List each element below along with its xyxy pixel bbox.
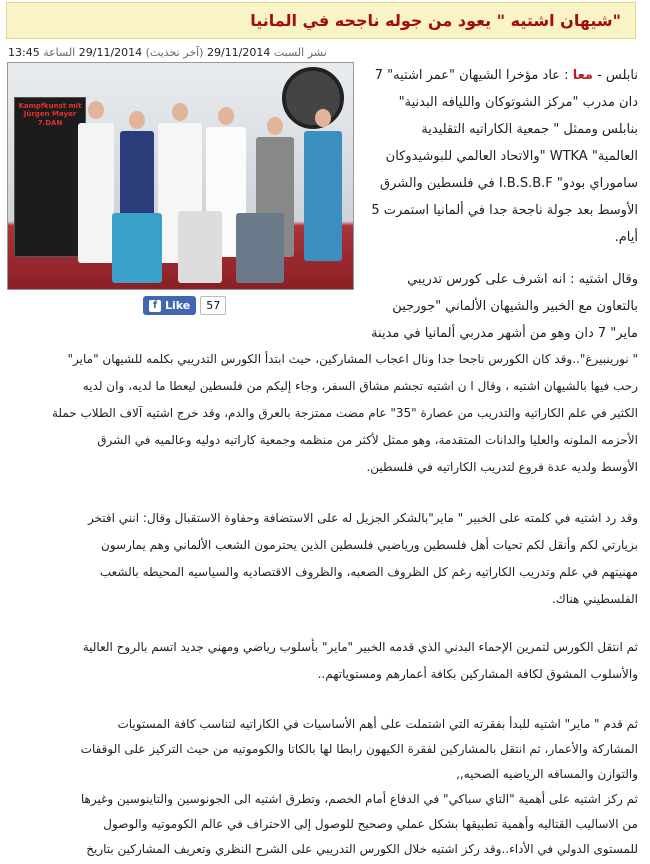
wall-fan-illustration <box>282 67 344 129</box>
paragraph-line: ثم انتقل الكورس لتمرين الإحماء البدني الذي قدمه الخبير "ماير" بأسلوب رياضي ومهني جديد اتسم بالروح العالية <box>82 640 638 654</box>
paragraph-line: والتوازن والمسافه الرياضيه الصحيه,, <box>456 767 638 781</box>
article-dateline <box>8 46 638 59</box>
paragraph-line: الأحزمه الملونه والعليا والدانات المتقدمة، وهو ممثل لأكثر من منظمه وجمعية كاراتيه دوليه وعالميه في الشرق <box>97 433 638 447</box>
facebook-icon: f <box>149 300 161 312</box>
person-figure <box>78 123 114 263</box>
paragraph-line: للمستوى الدولي في الأداء..وقد ركز اشتيه خلال الكورس التدريبي على الشرح النظري وتعريف المشاركين بتاريخ <box>86 842 638 856</box>
person-head <box>129 111 145 129</box>
paragraph-line: بالتعاون مع الخبير والشيهان الألماني "جورجين <box>392 299 638 314</box>
published-date: 29/11/2014 <box>206 46 271 59</box>
lead-line <box>360 62 638 89</box>
published-label: نشر السبت <box>273 46 327 59</box>
article-title: "شيهان اشتيه " يعود من جوله ناجحه في المانيا <box>250 11 621 30</box>
person-head <box>218 107 234 125</box>
paragraph-line: والأسلوب المشوق لكافة المشاركين بكافة أعمارهم ومستوياتهم.. <box>317 667 638 681</box>
paragraph-line: " نورينبيرغ"..وقد كان الكورس ناجحا جدا ونال اعجاب المشاركين، حيث ابتدأ الكورس التدريبي بكلمه للشيهان "ماير" <box>67 352 638 366</box>
lead-line: العالمية" WTKA "والاتحاد العالمي للبوشيدوكان <box>385 149 638 164</box>
paragraph-line: الأوسط ولديه عدة فروع لتدريب الكاراتيه في فلسطين. <box>366 460 638 474</box>
paragraph-line: وقد رد اشتيه في كلمته على الخبير " ماير"بالشكر الجزيل له على الاستضافة وحفاوة الاستقبال وقال: انني افتخر <box>87 511 638 525</box>
person-figure <box>304 131 342 261</box>
paragraph-3 <box>8 505 638 613</box>
paragraph-4 <box>8 634 638 688</box>
paragraph-line: المشاركة والأعمار، ثم انتقل بالمشاركين لفقرة الكيهون رابطا لها بالكاتا والكوموتيه من حيث التركيز على الوقفات <box>80 742 638 756</box>
paragraph-line: ثم ركز اشتيه على أهمية "التاي سباكي" في الدفاع أمام الخصم، وتطرق اشتيه الى الجونوسين والتاينوسين وغيرها <box>80 792 638 806</box>
lead-line-text: : عاد مؤخرا الشيهان "عمر اشتيه" 7 <box>374 68 569 83</box>
like-label: Like <box>165 299 191 312</box>
paragraph-line: مهنيتهم في علم وتدريب الكاراتيه رغم كل الظروف الصعبه، والظروف الاقتصاديه والسياسيه المحيطه بالشعب <box>99 565 638 579</box>
time: 13:45 <box>8 46 40 59</box>
time-label: الساعة <box>43 46 76 59</box>
paragraph-line: من الاساليب القتاليه وأهمية تطبيقها بشكل عملي وصحيح للوصول إلى الاحتراف في عالم الكوموتيه والوصول <box>103 817 638 831</box>
article-title-box <box>6 2 636 39</box>
article-photo <box>7 62 354 290</box>
paragraph-line: ثم قدم " ماير" اشتيه للبدأ بفقرته التي اشتملت على أهم الأساسيات في الكاراتيه لتناسب كافة المستويات <box>117 717 638 731</box>
person-head <box>172 103 188 121</box>
person-head <box>315 109 331 127</box>
updated-date: 29/11/2014 <box>78 46 143 59</box>
paragraph-line: الفلسطيني هناك. <box>552 592 638 606</box>
person-figure <box>178 211 222 283</box>
like-count: 57 <box>200 296 226 315</box>
paragraph-line: الكثير في علم الكاراتيه والتدريب من عصارة "35" عام مضت ممتزجة بالعرق والدم، وقد خرج اشتيه آلاف الطلاب حملة <box>51 406 638 420</box>
updated-label: (آخر تحديث) <box>145 46 204 59</box>
lead-line: الأوسط بعد جولة ناجحة جدا في ألمانيا استمرت 5 <box>371 203 638 218</box>
person-figure <box>112 213 162 283</box>
facebook-like <box>143 296 226 315</box>
paragraph-5 <box>8 712 638 862</box>
person-figure <box>236 213 284 283</box>
paragraph-line: ماير" 7 دان وهو من أشهر مدربي ألمانيا في مدينة <box>371 326 638 341</box>
dateline-city: نابلس - <box>592 68 638 83</box>
like-button[interactable] <box>143 296 196 315</box>
paragraph-line: رحب فيها بالشيهان اشتيه ، وقال ا ن اشتيه تجشم مشاق السفر، وجاء إليكم من فلسطين ليعطا ما لديه، وان لديه <box>82 379 638 393</box>
banner-text: Kampfkunst mit Jürgen Mayer 7.DAN <box>18 102 82 127</box>
lead-line: ساموراي بودو" I.B.S.B.F في فلسطين والشرق <box>380 176 638 191</box>
paragraph-2 <box>8 346 638 481</box>
paragraph-line: وقال اشتيه : انه اشرف على كورس تدريبي <box>407 272 638 287</box>
banner-poster <box>14 97 86 257</box>
person-head <box>267 117 283 135</box>
news-agency: معا <box>572 68 593 83</box>
paragraph-2-side <box>360 266 638 347</box>
lead-line: بنابلس وممثل " جمعية الكاراتيه التقليدية <box>421 122 638 137</box>
paragraph-line: بزيارتي لكم وأنقل لكم تحيات أهل فلسطين ورياضيي فلسطين الذين يحترمون الشعب الألماني وهم يمارسون <box>101 538 638 552</box>
person-head <box>88 101 104 119</box>
lead-line: دان مدرب "مركز الشوتوكان والليافه البدنية" <box>398 95 638 110</box>
article-lead-paragraph <box>360 62 638 251</box>
lead-line: أيام. <box>614 230 638 245</box>
